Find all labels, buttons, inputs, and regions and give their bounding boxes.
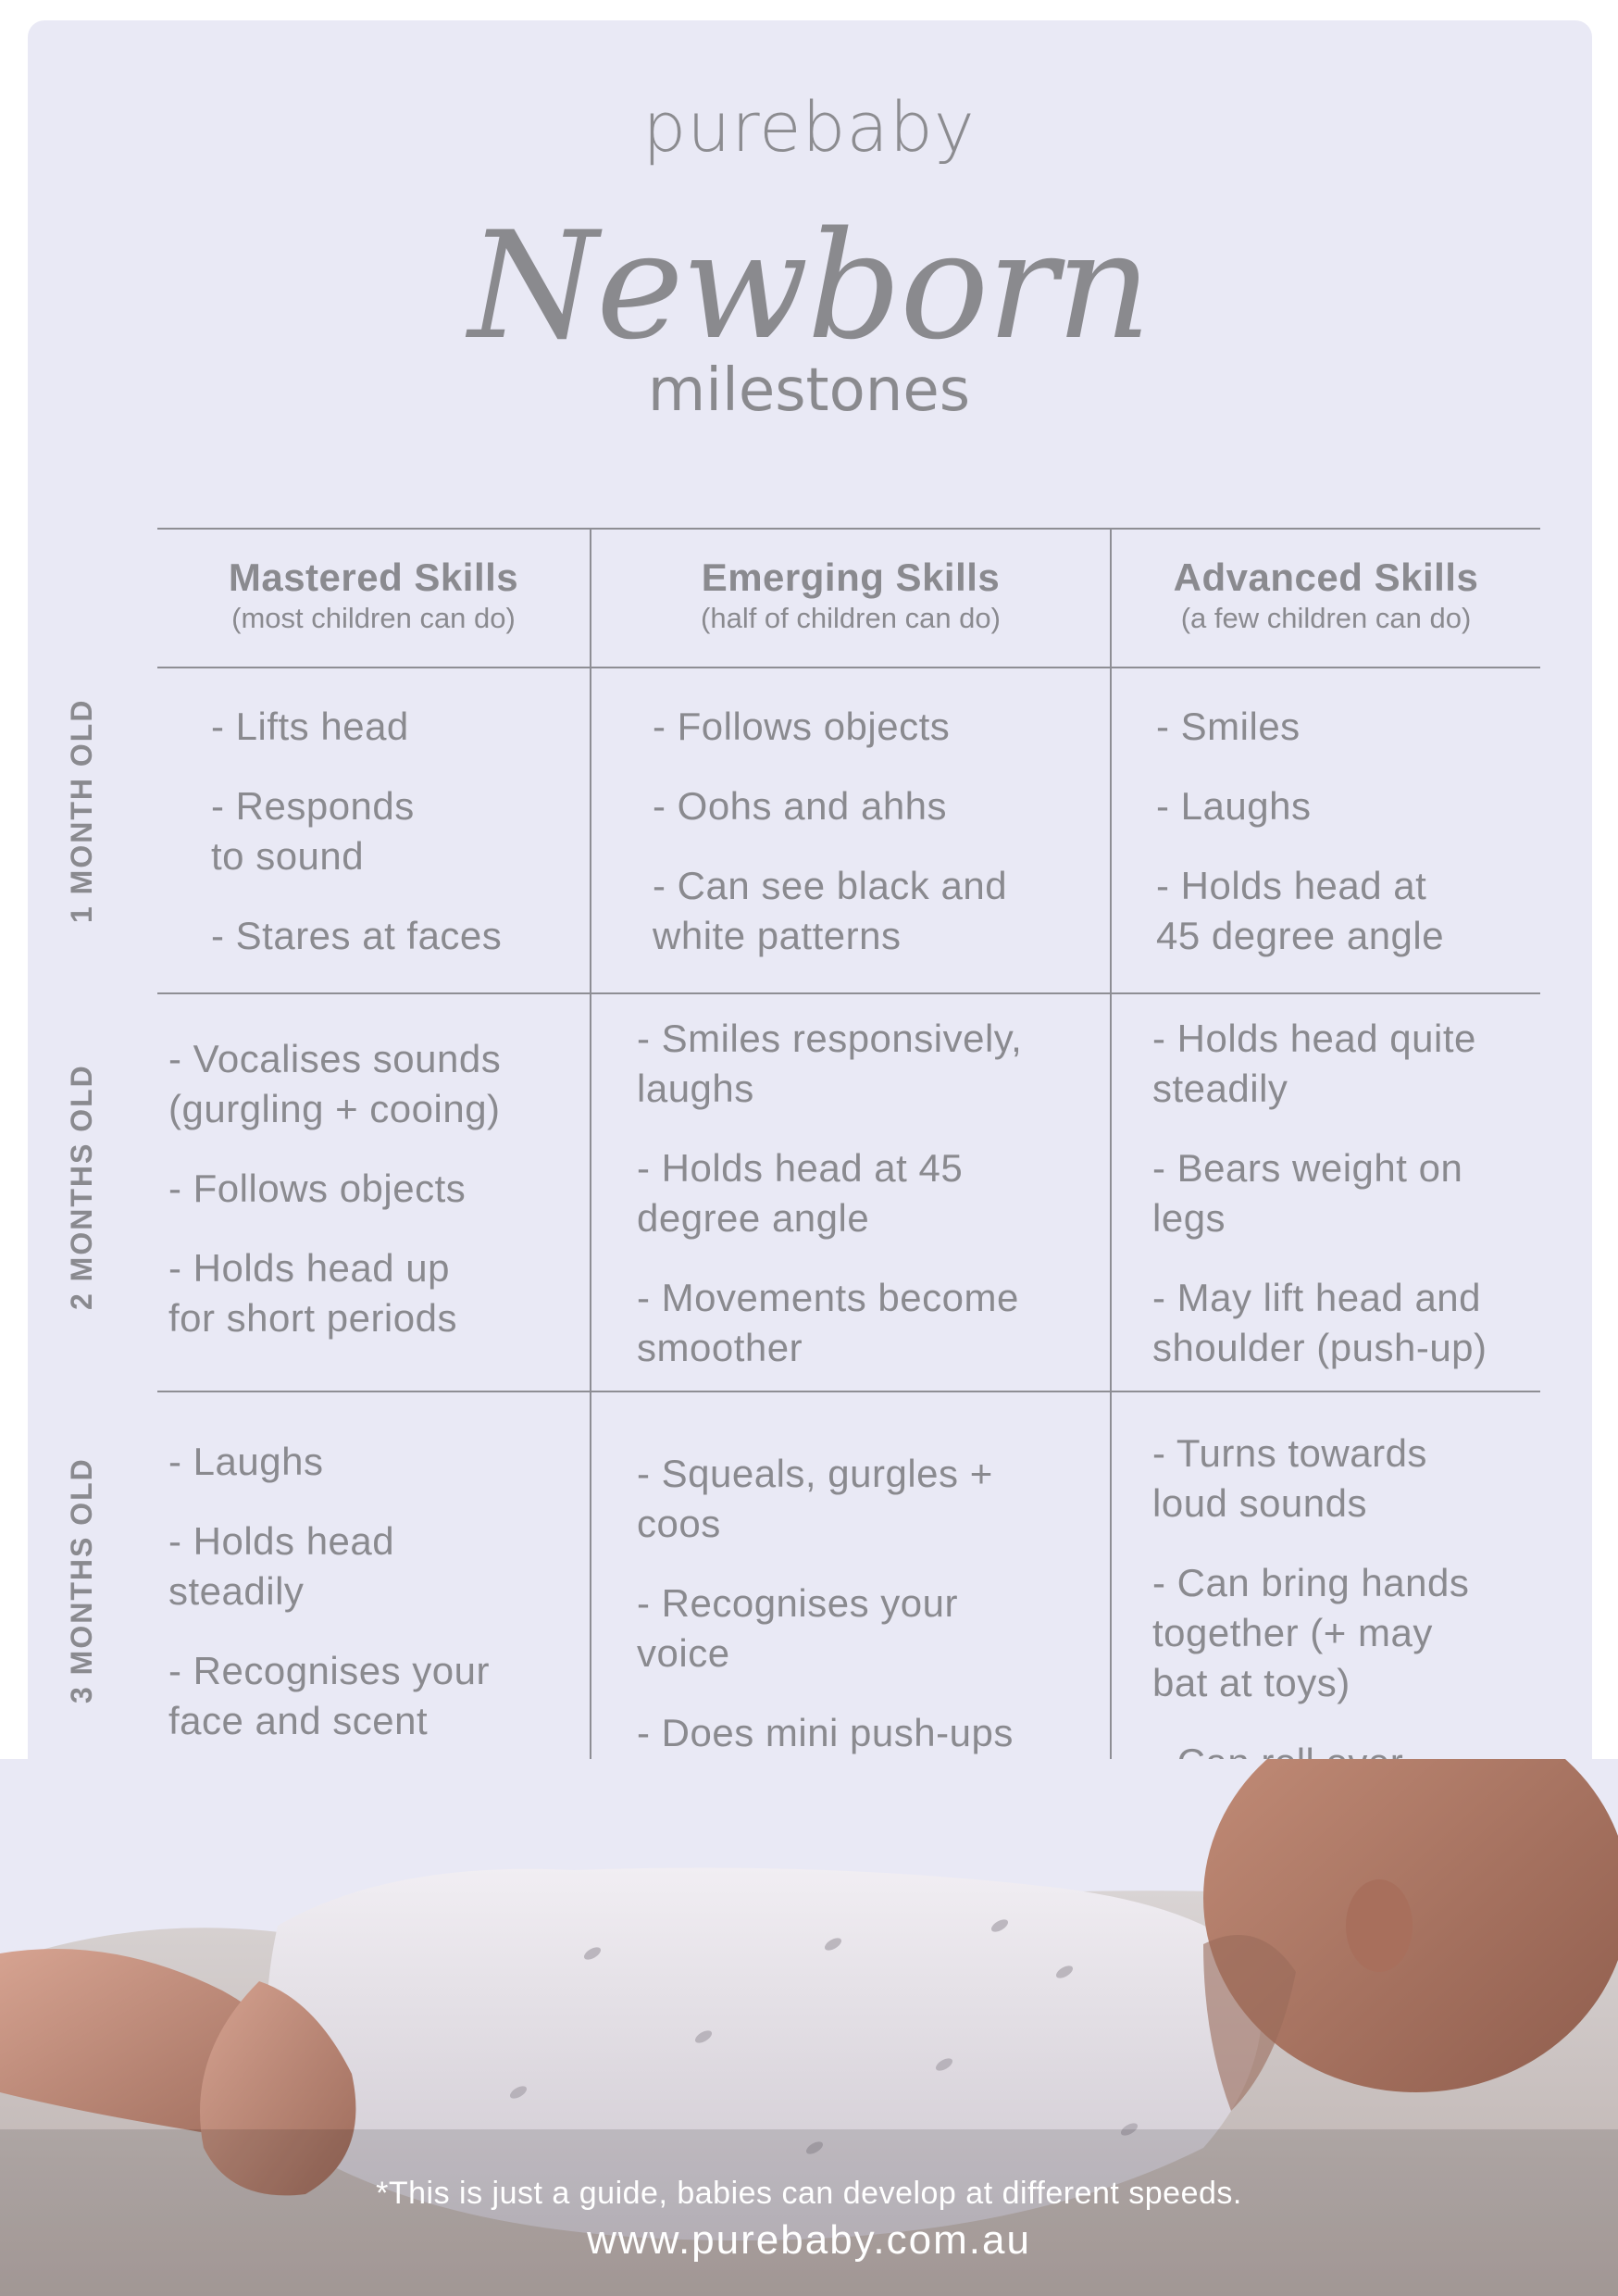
page-title: Newborn (468, 199, 1150, 372)
milestone-item: - Holds head steadily (168, 1519, 395, 1613)
column-header-advanced (1112, 555, 1540, 635)
milestone-item: - Squeals, gurgles + coos (637, 1452, 993, 1545)
cell-1-month-advanced (1156, 702, 1536, 991)
milestone-item: - Holds head at 45 degree angle (1156, 864, 1445, 957)
milestone-item: - Turns towards loud sounds (1152, 1431, 1427, 1525)
cell-2-months-emerging (637, 1014, 1104, 1403)
milestone-item: - Bears weight on legs (1152, 1146, 1463, 1240)
milestone-item: - Lifts head (211, 705, 409, 748)
baby-photo (0, 1759, 1618, 2296)
milestone-item: - Responds to sound (211, 784, 415, 878)
cell-2-months-advanced (1152, 1014, 1541, 1403)
milestone-item: - Can see black and white patterns (653, 864, 1008, 957)
milestone-item: - Recognises your face and scent (168, 1649, 490, 1742)
milestone-item: - May lift head and shoulder (push-up) (1152, 1276, 1487, 1369)
milestone-item: - Holds head quite steadily (1152, 1017, 1476, 1110)
page-subtitle: milestones (647, 356, 971, 425)
column-header-mastered (157, 555, 590, 635)
milestone-item: - Follows objects (653, 705, 951, 748)
brand-logo: purebaby (642, 88, 976, 168)
milestone-item: - Laughs (168, 1440, 324, 1483)
row-label-3-months: 3 MONTHS OLD (65, 1457, 98, 1703)
website-link[interactable]: www.purebaby.com.au (587, 2217, 1031, 2263)
cell-1-month-emerging (653, 702, 1097, 991)
milestone-item: - Recognises your voice (637, 1581, 958, 1675)
milestone-item: - Holds head at 45 degree angle (637, 1146, 964, 1240)
column-subheading: (a few children can do) (1180, 602, 1472, 634)
milestone-item: - Smiles responsively, laughs (637, 1017, 1023, 1110)
milestone-item: - Movements become smoother (637, 1276, 1019, 1369)
milestone-item: - Oohs and ahhs (653, 784, 948, 828)
milestone-item: - Smiles (1156, 705, 1301, 748)
disclaimer-footnote: *This is just a guide, babies can develop at different speeds. (376, 2176, 1242, 2211)
milestone-item: - Holds head up for short periods (168, 1246, 457, 1340)
row-label-2-months: 2 MONTHS OLD (65, 1064, 98, 1310)
table-rule-col1 (590, 528, 591, 1809)
cell-3-months-emerging (637, 1449, 1104, 1788)
column-header-emerging (591, 555, 1110, 635)
column-subheading: (most children can do) (231, 602, 516, 634)
milestone-item: - Stares at faces (211, 914, 503, 957)
table-rule-col2 (1110, 528, 1112, 1809)
cell-2-months-mastered (168, 1034, 585, 1373)
milestone-item: - Laughs (1156, 784, 1312, 828)
row-label-1-month: 1 MONTH OLD (65, 698, 98, 923)
milestone-item: - Can bring hands together (+ may bat at toys) (1152, 1561, 1470, 1704)
column-heading: Mastered Skills (228, 555, 519, 599)
milestone-item: - Does mini push-ups (637, 1711, 1014, 1754)
table-rule-header (157, 667, 1540, 668)
column-heading: Emerging Skills (701, 555, 1001, 599)
milestone-item: - Vocalises sounds (gurgling + cooing) (168, 1037, 502, 1130)
cell-1-month-mastered (211, 702, 581, 991)
table-rule-row1 (157, 992, 1540, 994)
table-rule-top (157, 528, 1540, 530)
column-subheading: (half of children can do) (701, 602, 1001, 634)
milestone-item: - Follows objects (168, 1167, 467, 1210)
cell-3-months-mastered (168, 1437, 585, 1776)
baby-photo-illustration (0, 1759, 1618, 2296)
column-heading: Advanced Skills (1173, 555, 1479, 599)
